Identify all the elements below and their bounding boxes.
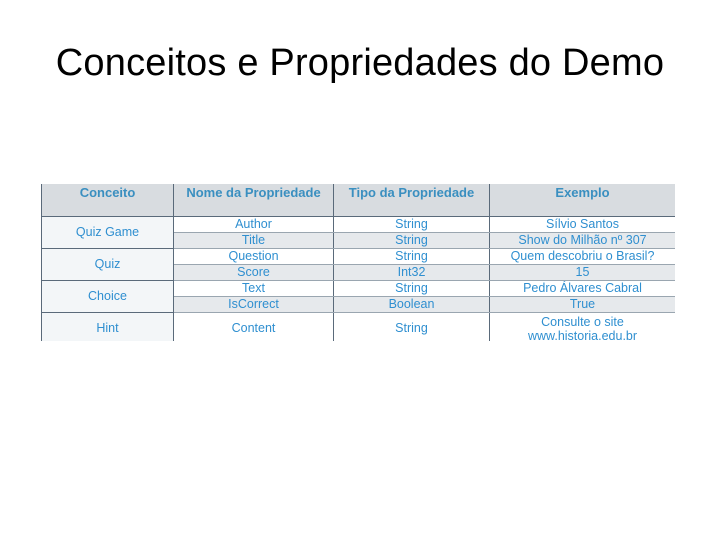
example-cell: Show do Milhão nº 307 bbox=[490, 233, 676, 249]
header-property-name: Nome da Propriedade bbox=[174, 184, 334, 217]
property-name-cell: IsCorrect bbox=[174, 297, 334, 313]
header-concept: Conceito bbox=[42, 184, 174, 217]
property-name-cell: Question bbox=[174, 249, 334, 265]
example-cell: Sílvio Santos bbox=[490, 217, 676, 233]
property-name-cell: Title bbox=[174, 233, 334, 249]
slide-title: Conceitos e Propriedades do Demo bbox=[55, 42, 665, 84]
example-cell: Consulte o site www.historia.edu.br bbox=[490, 313, 676, 342]
concept-cell: Quiz bbox=[42, 249, 174, 281]
table-header-row bbox=[42, 184, 676, 217]
concepts-table-wrapper bbox=[41, 184, 675, 341]
property-type-cell: Boolean bbox=[334, 297, 490, 313]
concept-cell: Hint bbox=[42, 313, 174, 342]
property-type-cell: String bbox=[334, 281, 490, 297]
example-cell: 15 bbox=[490, 265, 676, 281]
example-cell: Pedro Álvares Cabral bbox=[490, 281, 676, 297]
example-cell: Quem descobriu o Brasil? bbox=[490, 249, 676, 265]
header-property-type: Tipo da Propriedade bbox=[334, 184, 490, 217]
table-row bbox=[42, 217, 676, 233]
property-name-cell: Text bbox=[174, 281, 334, 297]
concepts-table bbox=[41, 184, 675, 341]
table-row bbox=[42, 281, 676, 297]
table-row bbox=[42, 313, 676, 342]
property-type-cell: String bbox=[334, 313, 490, 342]
concept-cell: Quiz Game bbox=[42, 217, 174, 249]
property-name-cell: Content bbox=[174, 313, 334, 342]
property-type-cell: String bbox=[334, 233, 490, 249]
table-row bbox=[42, 249, 676, 265]
property-type-cell: Int32 bbox=[334, 265, 490, 281]
property-name-cell: Score bbox=[174, 265, 334, 281]
property-name-cell: Author bbox=[174, 217, 334, 233]
example-cell: True bbox=[490, 297, 676, 313]
header-example: Exemplo bbox=[490, 184, 676, 217]
concept-cell: Choice bbox=[42, 281, 174, 313]
property-type-cell: String bbox=[334, 217, 490, 233]
property-type-cell: String bbox=[334, 249, 490, 265]
